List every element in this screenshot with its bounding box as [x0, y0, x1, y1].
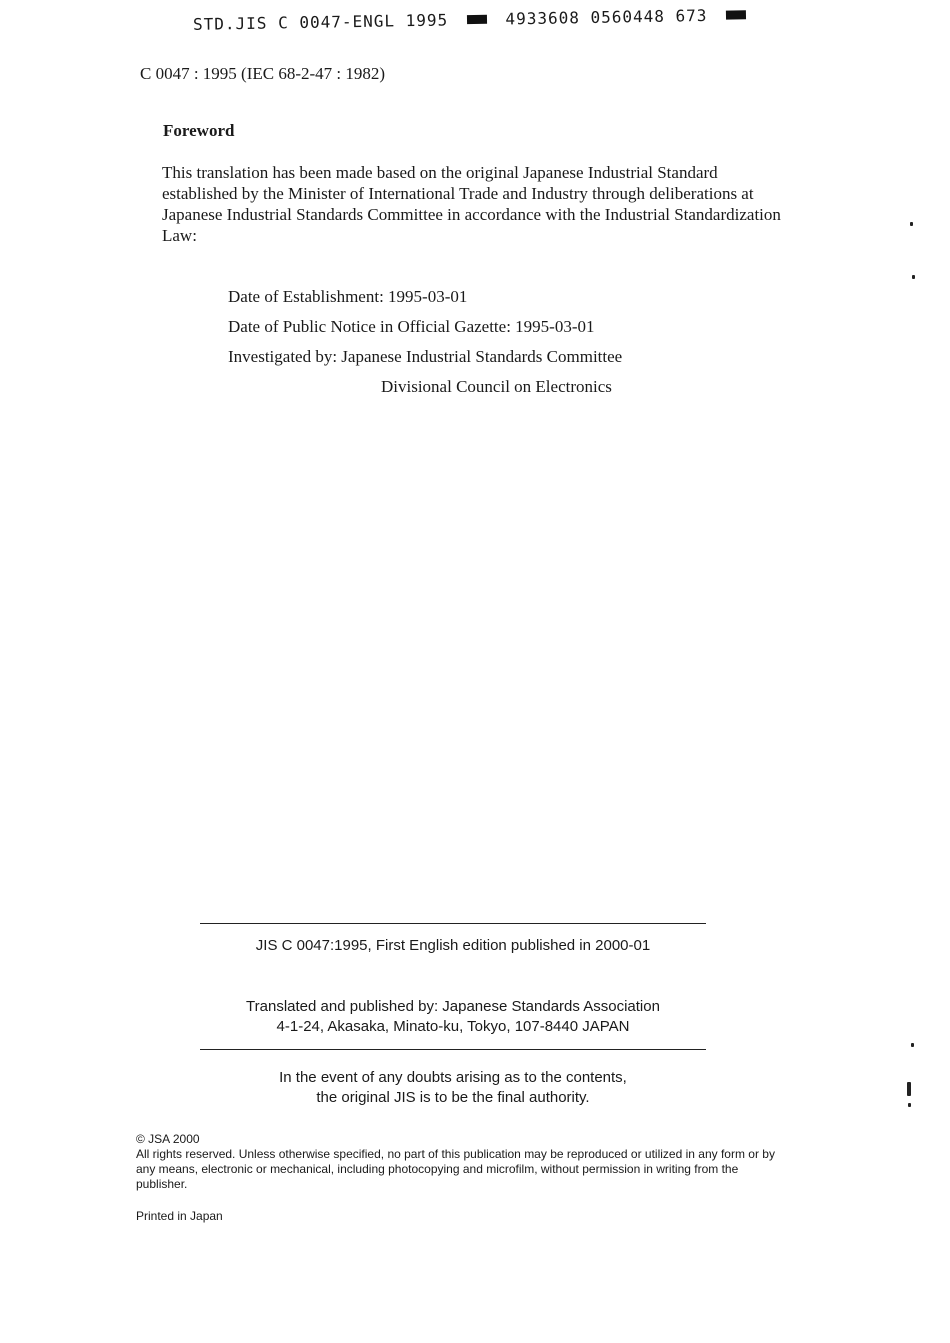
authority-line-1: In the event of any doubts arising as to the contents,: [279, 1069, 627, 1086]
black-block-mark: [467, 15, 487, 24]
scan-speck: [910, 222, 913, 226]
printed-in: Printed in Japan: [136, 1209, 223, 1223]
copyright-rights: All rights reserved. Unless otherwise specified, no part of this publication may be reproduced or utilized in any form or by any means, electronic or mechanical, including photocopying and microfilm, without permission in writing from the publisher.: [136, 1147, 775, 1191]
publisher-info: [200, 997, 706, 1037]
authority-line-2: the original JIS is to be the final authority.: [316, 1089, 590, 1106]
date-of-establishment: Date of Establishment: 1995-03-01: [228, 287, 468, 306]
copyright-notice: [136, 1132, 776, 1192]
publisher-name: Translated and published by: Japanese Standards Association: [246, 998, 660, 1015]
divider-bottom: [200, 1049, 706, 1050]
investigated-by: Investigated by: Japanese Industrial Standards Committee: [228, 347, 623, 366]
foreword-body: This translation has been made based on the original Japanese Industrial Standard established by the Minister of International Trade and Industry through deliberations at Japanese Industrial Standards Committee in accordance with the Industrial Standardization Law:: [162, 163, 781, 245]
copyright-symbol-line: © JSA 2000: [136, 1132, 200, 1146]
publisher-address: 4-1-24, Akasaka, Minato-ku, Tokyo, 107-8440 JAPAN: [276, 1018, 630, 1035]
divisional-council: Divisional Council on Electronics: [381, 377, 612, 396]
scan-speck: [907, 1082, 911, 1096]
edition-line: JIS C 0047:1995, First English edition published in 2000-01: [255, 937, 651, 954]
scan-header-stamp: [193, 5, 754, 34]
authority-note: [200, 1068, 706, 1108]
black-block-mark: [726, 10, 746, 19]
stamp-serial: 4933608 0560448 673: [505, 5, 708, 29]
scan-speck: [911, 1043, 914, 1047]
scan-speck: [908, 1103, 911, 1107]
divider-top: [200, 923, 706, 924]
stamp-doc-code: STD.JIS C 0047-ENGL 1995: [192, 10, 449, 34]
establishment-details: [228, 286, 622, 406]
scan-speck: [912, 275, 915, 279]
date-of-public-notice: Date of Public Notice in Official Gazette: 1995-03-01: [228, 317, 595, 336]
foreword-title: Foreword: [163, 121, 235, 140]
document-id: C 0047 : 1995 (IEC 68-2-47 : 1982): [140, 64, 386, 83]
